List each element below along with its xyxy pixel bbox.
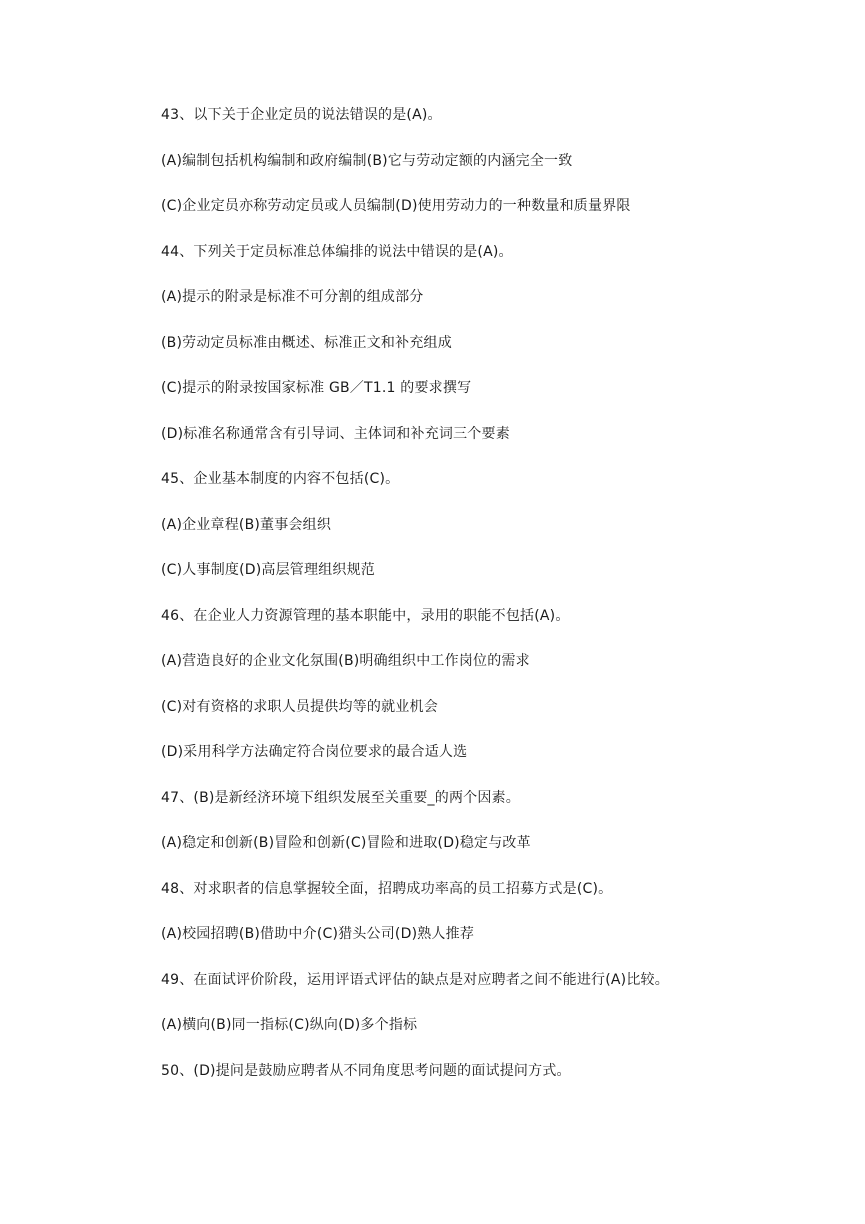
question-47-options: (A)稳定和创新(B)冒险和创新(C)冒险和进取(D)稳定与改革: [161, 835, 531, 851]
question-46-option-c: (C)对有资格的求职人员提供均等的就业机会: [161, 699, 438, 715]
question-44-option-c: (C)提示的附录按国家标准 GB／T1.1 的要求撰写: [161, 380, 472, 396]
question-44-option-a: (A)提示的附录是标准不可分割的组成部分: [161, 289, 424, 305]
question-49: 49、在面试评价阶段，运用评语式评估的缺点是对应聘者之间不能进行(A)比较。: [161, 972, 669, 988]
question-43-options-ab: (A)编制包括机构编制和政府编制(B)它与劳动定额的内涵完全一致: [161, 153, 573, 169]
question-48: 48、对求职者的信息掌握较全面，招聘成功率高的员工招募方式是(C)。: [161, 881, 613, 897]
question-47: 47、(B)是新经济环境下组织发展至关重要_的两个因素。: [161, 790, 520, 806]
question-46-option-d: (D)采用科学方法确定符合岗位要求的最合适人选: [161, 744, 468, 760]
question-45: 45、企业基本制度的内容不包括(C)。: [161, 471, 400, 487]
question-43: 43、以下关于企业定员的说法错误的是(A)。: [161, 107, 442, 123]
question-49-options: (A)横向(B)同一指标(C)纵向(D)多个指标: [161, 1017, 418, 1033]
question-46: 46、在企业人力资源管理的基本职能中，录用的职能不包括(A)。: [161, 608, 570, 624]
question-46-options-ab: (A)营造良好的企业文化氛围(B)明确组织中工作岗位的需求: [161, 653, 530, 669]
question-44-option-d: (D)标准名称通常含有引导词、主体词和补充词三个要素: [161, 426, 510, 442]
question-48-options: (A)校园招聘(B)借助中介(C)猎头公司(D)熟人推荐: [161, 926, 475, 942]
question-44-option-b: (B)劳动定员标准由概述、标准正文和补充组成: [161, 335, 452, 351]
question-45-options-ab: (A)企业章程(B)董事会组织: [161, 517, 332, 533]
question-50: 50、(D)提问是鼓励应聘者从不同角度思考问题的面试提问方式。: [161, 1063, 571, 1079]
question-45-options-cd: (C)人事制度(D)高层管理组织规范: [161, 562, 376, 578]
question-44: 44、下列关于定员标准总体编排的说法中错误的是(A)。: [161, 244, 513, 260]
question-43-options-cd: (C)企业定员亦称劳动定员或人员编制(D)使用劳动力的一种数量和质量界限: [161, 198, 631, 214]
